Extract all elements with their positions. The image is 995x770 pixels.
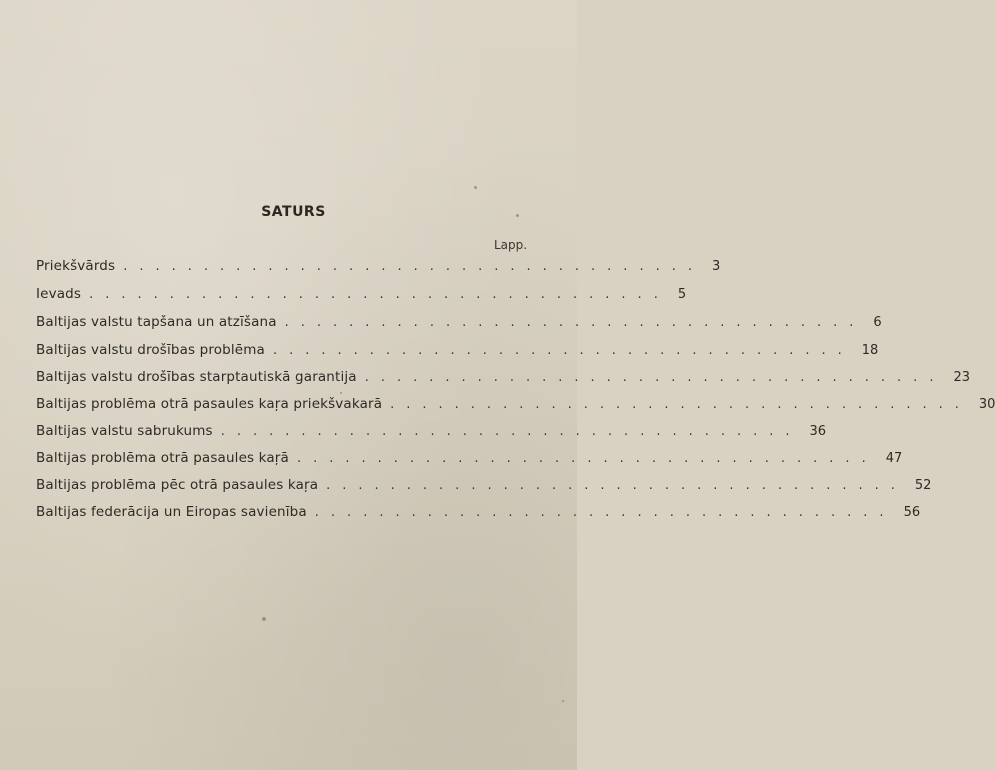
toc-entry-page: 56: [903, 505, 921, 520]
toc-entry: [36, 477, 932, 499]
page-title: SATURS: [261, 204, 326, 220]
dot-leader: ....................................: [123, 259, 704, 274]
toc-entry-title: Baltijas valstu drošības starptautiskā garantija: [36, 369, 357, 385]
dot-leader: ....................................: [390, 397, 971, 412]
dot-leader: ....................................: [272, 343, 854, 358]
dot-leader: ....................................: [364, 370, 946, 385]
toc-entry-page: 18: [861, 343, 879, 358]
toc-entry-page: 30: [978, 397, 995, 412]
toc-entry-title: Baltijas valstu sabrukums: [36, 423, 213, 439]
toc-entry-page: 36: [809, 424, 827, 439]
paper-speck: [262, 617, 266, 621]
toc-entry: [36, 258, 721, 280]
paper-speck: [340, 392, 342, 394]
toc-entry-title: Baltijas federācija un Eiropas savienība: [36, 504, 307, 520]
toc-entry-title: Baltijas valstu tapšana un atzīšana: [36, 314, 277, 330]
dot-leader: ....................................: [326, 478, 907, 493]
toc-entry: [36, 450, 903, 472]
toc-entry-page: 52: [914, 478, 932, 493]
toc-entry-title: Ievads: [36, 286, 82, 302]
toc-entry: [36, 396, 995, 418]
toc-entry: [36, 286, 687, 308]
toc-entry-title: Baltijas problēma otrā pasaules kaŗā: [36, 450, 289, 466]
toc-entry-page: 23: [953, 370, 970, 385]
dot-leader: ....................................: [220, 424, 802, 439]
toc-entry-page: 5: [677, 287, 687, 302]
paper-speck: [474, 186, 477, 189]
toc-entry-page: 6: [873, 315, 882, 330]
dot-leader: ....................................: [89, 287, 670, 302]
toc-entry-title: Baltijas valstu drošības problēma: [36, 342, 265, 358]
toc-entry: [36, 314, 882, 336]
toc-entry: [36, 342, 879, 364]
paper-speck: [562, 700, 564, 702]
page-column-label: Lapp.: [494, 238, 528, 252]
dot-leader: ....................................: [284, 315, 866, 330]
dot-leader: ....................................: [314, 505, 896, 520]
toc-entry-title: Baltijas problēma pēc otrā pasaules kaŗa: [36, 477, 319, 493]
toc-entry-page: 3: [711, 259, 721, 274]
dot-leader: ....................................: [296, 451, 878, 466]
toc-entry: [36, 369, 970, 391]
toc-entry-page: 47: [885, 451, 903, 466]
toc-entry-title: Baltijas problēma otrā pasaules kaŗa priekšvakarā: [36, 396, 383, 412]
toc-entry-title: Priekšvārds: [36, 258, 116, 274]
toc-entry: [36, 504, 921, 526]
toc-entry: [36, 423, 827, 445]
